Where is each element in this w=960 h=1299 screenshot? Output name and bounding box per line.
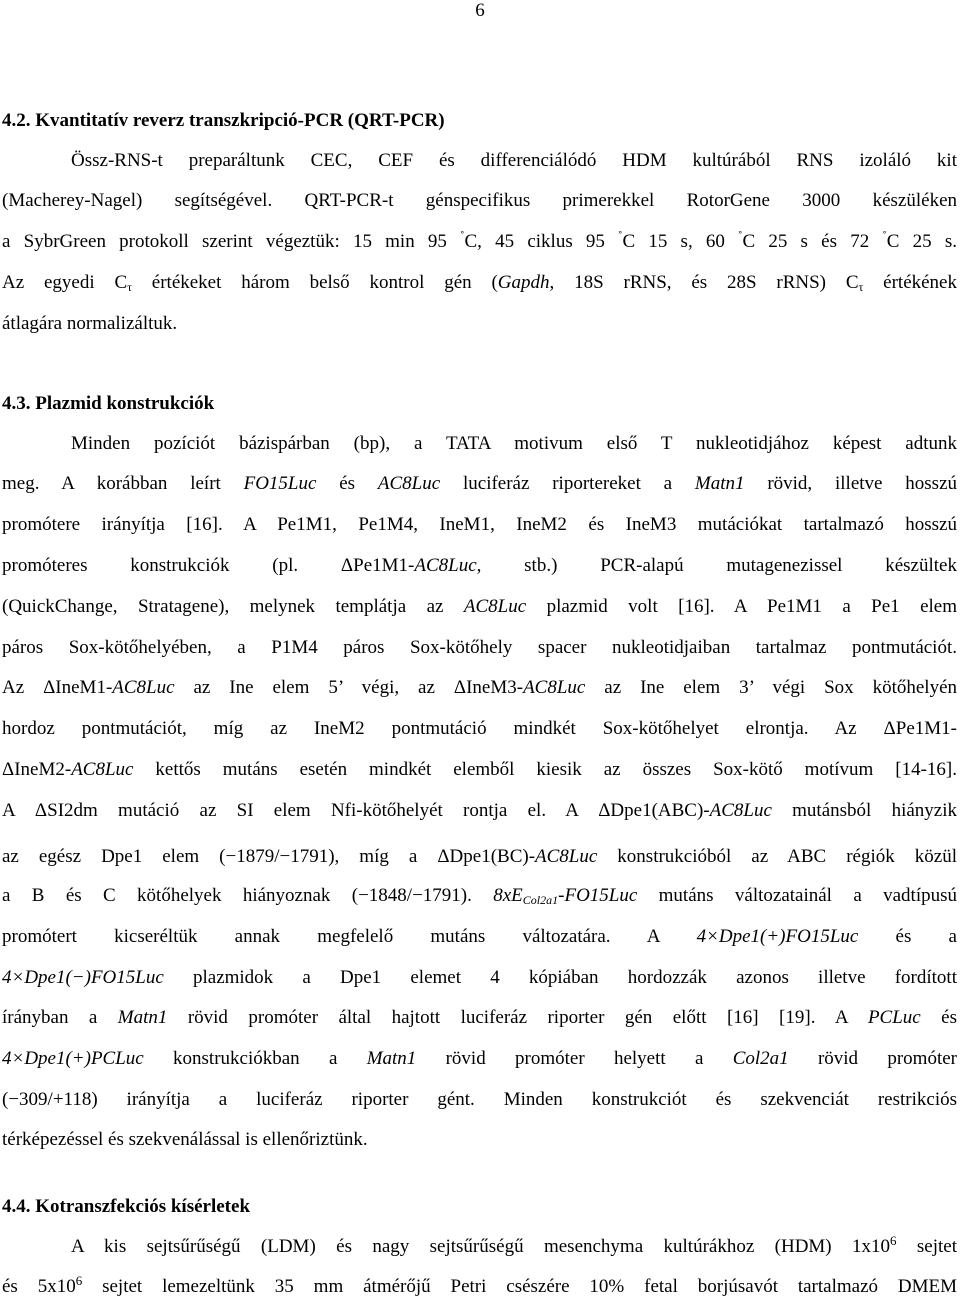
italic-text: AC8Luc [377,473,441,494]
paragraph-line [2,190,957,212]
text-run: rövid promóter helyett a [416,1048,733,1069]
section-heading-4-4: 4.4. Kotranszfekciós kísérletek [2,1196,251,1217]
section-heading-4-3: 4.3. Plazmid konstrukciók [2,393,215,414]
italic-text: Matn1 [366,1048,417,1069]
text-run: A kis sejtsűrűségű (LDM) és nagy sejtsűrűségű mesenchyma kultúrákhoz (HDM) 1x10 [71,1236,891,1257]
text-run: plazmidok a Dpe1 elemet 4 kópiában hordozzák azonos illetve fordított [163,967,957,988]
italic-text: Gapdh [497,272,550,293]
paragraph-line [2,514,957,536]
paragraph-line [2,1089,957,1111]
text-run: C 25 s és 72 [742,231,883,252]
superscript-text: 6 [890,1233,897,1248]
text-run: rövid, illetve hosszú [744,473,957,494]
text-run: (QuickChange, Stratagene), melynek templátja az [2,596,464,617]
text-run: C, 45 ciklus 95 [464,231,619,252]
paragraph-line [2,677,957,699]
italic-text: -FO15Luc [558,885,638,906]
paragraph-line [2,228,957,253]
superscript-text: ˚ [618,228,623,243]
italic-text: AC8Luc [112,677,175,698]
text-run: Az ΔIneM1- [2,677,113,698]
page-number: 6 [475,0,485,21]
subscript-text: τ [127,280,132,294]
paragraph-line [2,926,957,948]
text-run: és [920,1007,957,1028]
subscript-text: Col2a1 [522,893,559,907]
text-run: promóteres konstrukciók (pl. ΔPe1M1- [2,555,415,576]
paragraph-line [2,718,957,740]
text-run: átlagára normalizáltuk. [2,313,178,334]
text-run: a SybrGreen protokoll szerint végeztük: 15 min 95 [2,231,461,252]
italic-text: Matn1 [117,1007,168,1028]
superscript-text: ˚ [738,228,743,243]
italic-text: 4×Dpe1(+)FO15Luc [696,926,859,947]
text-run: (−309/+118) irányítja a luciferáz riporter gént. Minden konstrukciót és szekvenciát restrikciós [2,1089,957,1110]
paragraph-line [2,596,957,618]
text-run: térképezéssel és szekvenálással is ellenőriztünk. [2,1129,368,1150]
text-run: az Ine elem 5’ végi, az ΔIneM3- [174,677,524,698]
paragraph-line [2,637,957,659]
text-run: konstrukcióból az ABC régiók közül [597,846,957,867]
italic-text: AC8Luc [414,555,477,576]
text-run: promótert kicseréltük annak megfelelő mutáns változatára. A [2,926,697,947]
paragraph-line [2,800,957,822]
paragraph-line [2,1048,957,1070]
text-run: sejtet lemezeltünk 35 mm átmérőjű Petri csészére 10% fetal borjúsavót tartalmazó DMEM [82,1276,958,1297]
text-run: írányban a [2,1007,118,1028]
paragraph-line [71,1233,957,1258]
paragraph-line [2,555,957,577]
text-run: konstrukciókban a [143,1048,367,1069]
text-run: luciferáz riportereket a [440,473,695,494]
italic-text: AC8Luc [535,846,598,867]
text-run: sejtet [896,1236,957,1257]
italic-text: Matn1 [694,473,745,494]
text-run: páros Sox-kötőhelyében, a P1M4 páros Sox-kötőhely spacer nukleotidjaiban tartalmaz pontmutációt. [2,637,957,658]
italic-text: 4×Dpe1(+)PCLuc [2,1048,144,1069]
text-run: rövid promóter által hajtott luciferáz riporter gén előtt [16] [19]. A [167,1007,868,1028]
section-heading-4-2: 4.2. Kvantitatív reverz transzkripció-PCR (QRT-PCR) [2,110,445,131]
text-run: ΔIneM2- [2,759,72,780]
paragraph-line [2,967,957,989]
text-run: meg. A korábban leírt [2,473,244,494]
paragraph-line [2,1007,957,1029]
text-run: az Ine elem 3’ végi Sox kötőhelyén [585,677,958,698]
text-run: a B és C kötőhelyek hiányoznak (−1848/−1791). [2,885,494,906]
paragraph-line [2,885,957,907]
italic-text: 4×Dpe1(−)FO15Luc [2,967,164,988]
text-run: kettős mutáns esetén mindkét elemből kiesik az összes Sox-kötő motívum [14-16]. [133,759,957,780]
text-run: értékének [863,272,957,293]
paragraph-line [2,473,957,495]
superscript-text: ˚ [882,228,887,243]
text-run: mutánsból hiányzik [771,800,957,821]
italic-text: AC8Luc [463,596,527,617]
subscript-text: τ [858,280,864,294]
text-run: értékeket három belső kontrol gén ( [131,272,498,293]
text-run: plazmid volt [16]. A Pe1M1 a Pe1 elem [526,596,958,617]
text-run: és a [858,926,957,947]
paragraph-line [71,150,957,172]
italic-text: AC8Luc [523,677,586,698]
italic-text: PCLuc [867,1007,921,1028]
text-run: promótere irányítja [16]. A Pe1M1, Pe1M4, IneM1, IneM2 és IneM3 mutációkat tartalmazó hosszú [2,514,957,535]
text-run: hordoz pontmutációt, míg az IneM2 pontmutáció mindkét Sox-kötőhelyet elrontja. Az ΔPe1M1- [2,718,957,739]
text-run: rövid promóter [788,1048,957,1069]
text-run: C 15 s, 60 [622,231,739,252]
superscript-text: ˚ [460,228,465,243]
italic-text: AC8Luc [709,800,772,821]
text-run: , 18S rRNS, és 28S rRNS) C [549,272,859,293]
paragraph-line [2,759,957,781]
text-run: , stb.) PCR-alapú mutagenezissel készültek [476,555,957,576]
paragraph-line [2,846,957,868]
text-run: Az egyedi C [2,272,128,293]
paragraph-line [2,1273,958,1298]
paragraph-line [2,313,957,335]
italic-text: Col2a1 [732,1048,789,1069]
text-run: és 5x10 [2,1276,76,1297]
superscript-text: 6 [75,1273,83,1288]
text-run: A ΔSI2dm mutáció az SI elem Nfi-kötőhelyét rontja el. A ΔDpe1(ABC)- [2,800,710,821]
paragraph-line [2,272,957,294]
italic-text: FO15Luc [243,473,317,494]
text-run: C 25 s. [886,231,957,252]
text-run: és [316,473,378,494]
italic-text: 8xE [493,885,523,906]
italic-text: AC8Luc [71,759,134,780]
text-run: Össz-RNS-t preparáltunk CEC, CEF és differenciálódó HDM kultúrából RNS izoláló kit [71,150,957,171]
text-run: az egész Dpe1 elem (−1879/−1791), míg a ΔDpe1(BC)- [2,846,536,867]
paragraph-line [2,1129,957,1151]
text-run: mutáns változatainál a vadtípusú [637,885,957,906]
paragraph-line [71,433,957,455]
text-run: (Macherey-Nagel) segítségével. QRT-PCR-t génspecifikus primerekkel RotorGene 3000 készüléken [2,190,957,211]
text-run: Minden pozíciót bázispárban (bp), a TATA motivum első T nukleotidjához képest adtunk [71,433,957,454]
